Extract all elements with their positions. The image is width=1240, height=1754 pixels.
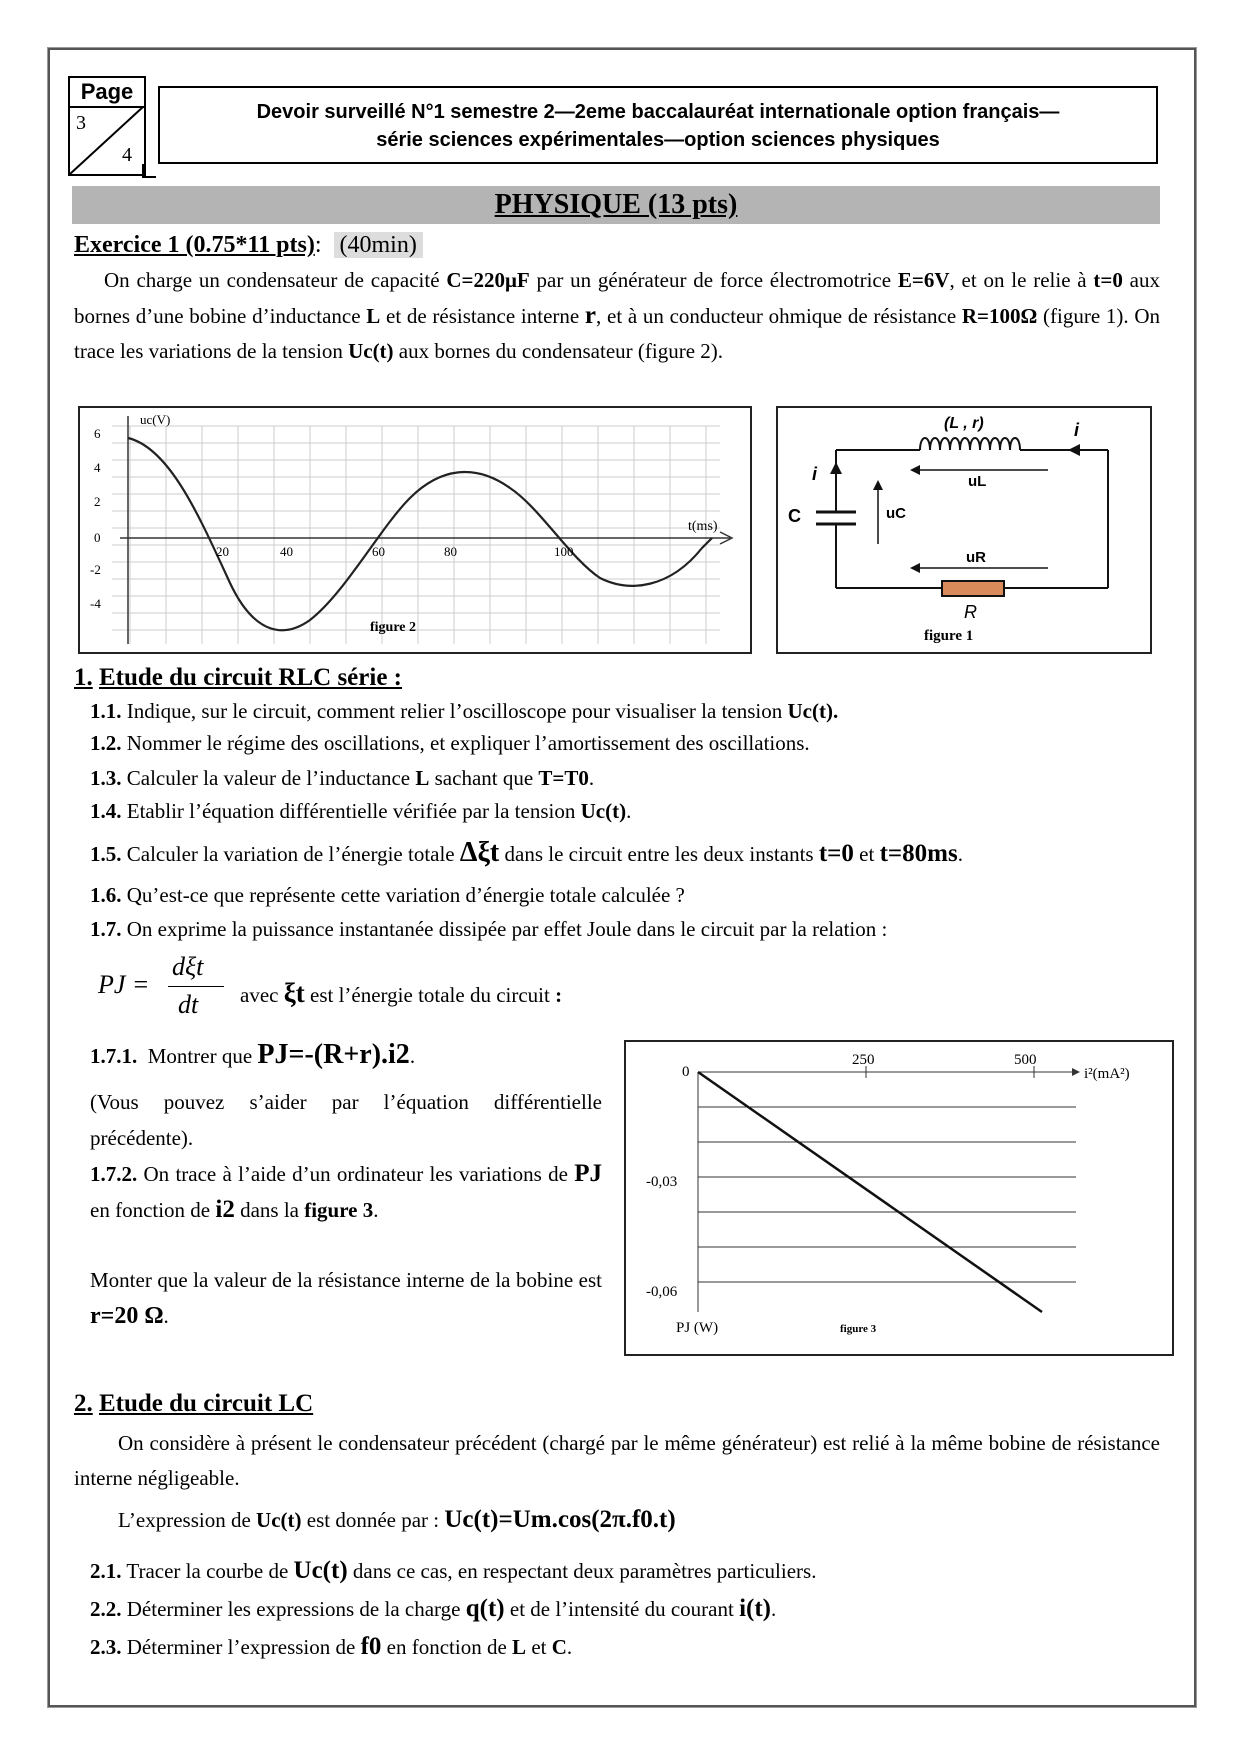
fig1-uR-label: uR: [966, 549, 986, 566]
part2-heading: 2. Etude du circuit LC: [74, 1390, 314, 1417]
fig2-ytick: 6: [94, 426, 101, 441]
fig3-ytick: 0: [682, 1064, 690, 1080]
question-2-2: 2.2. Déterminer les expressions de la charge q(t) et de l’intensité du courant i(t).: [90, 1595, 777, 1622]
figure-1-circuit: [778, 408, 1150, 652]
question-1-7-3: Monter que la valeur de la résistance interne de la bobine est r=20 Ω.: [90, 1268, 602, 1329]
formula-explanation: avec ξt est l’énergie totale du circuit :: [240, 978, 563, 1008]
fig1-R-label: R: [964, 602, 977, 622]
part2-expression: L’expression de Uc(t) est donnée par : Uc(t)=Um.cos(2π.f0.t): [118, 1506, 676, 1533]
exercise-title: Exercice 1 (0.75*11 pts): (40min): [74, 228, 423, 263]
fig2-ylabel: uc(V): [140, 412, 171, 427]
page-label: Page: [70, 78, 144, 108]
fig2-ytick: 4: [94, 460, 101, 475]
fig3-ytick: -0,06: [646, 1284, 678, 1300]
formula-pj: PJ = dξt dt: [98, 952, 258, 1022]
question-1-7-1-note: (Vous pouvez s’aider par l’équation différentielle précédente).: [90, 1090, 602, 1150]
part1-heading: 1. Etude du circuit RLC série :: [74, 664, 402, 691]
fig2-ytick: -4: [90, 596, 101, 611]
question-1-7-1: 1.7.1. Montrer que PJ=-(R+r).i2.: [90, 1039, 416, 1070]
question-1-3: 1.3. Calculer la valeur de l’inductance L sachant que T=T0.: [90, 766, 595, 790]
fig2-xtick: 60: [372, 544, 385, 559]
figure-1: [776, 406, 1152, 654]
fig1-caption: figure 1: [924, 628, 974, 644]
section-title: PHYSIQUE (13 pts): [72, 186, 1160, 224]
question-1-1: 1.1. Indique, sur le circuit, comment relier l’oscilloscope pour visualiser la tension Uc(t).: [90, 699, 839, 723]
fig2-xtick: 40: [280, 544, 293, 559]
fig3-caption: figure 3: [840, 1323, 877, 1335]
figure-2-plot: [80, 408, 750, 652]
part2-intro: On considère à présent le condensateur précédent (chargé par le même générateur) est relié à la même bobine de résistance interne négligeable.: [74, 1431, 1160, 1490]
question-2-3: 2.3. Déterminer l’expression de f0 en fonction de L et C.: [90, 1633, 573, 1660]
header-title: Devoir surveillé N°1 semestre 2—2eme baccalauréat internationale option français— série sciences expérimentales—option sciences physiques: [158, 86, 1158, 164]
fig1-uL-label: uL: [968, 473, 987, 490]
figure-3: [624, 1040, 1174, 1356]
fig1-C-label: C: [788, 506, 801, 526]
fig3-xtick: 250: [852, 1052, 875, 1068]
fig3-xtick: 500: [1014, 1052, 1037, 1068]
fig1-i-label: i: [1074, 420, 1080, 440]
fig1-coil-label: (L , r): [944, 415, 984, 432]
fig2-xtick: 100: [554, 544, 574, 559]
fig2-xtick: 20: [216, 544, 229, 559]
fig2-ytick: 0: [94, 530, 101, 545]
page-total: 4: [122, 144, 132, 166]
figure-3-plot: [626, 1042, 1172, 1354]
figure-2: [78, 406, 752, 654]
page-number-box: [68, 76, 146, 176]
fig1-i-label-left: i: [812, 464, 818, 484]
page-box-tab: [142, 164, 156, 178]
intro-paragraph: On charge un condensateur de capacité C=220μF par un générateur de force électromotrice E=6V, et on le relie à t=0 aux bornes d’une bobine d’inductance L et de résistance interne r, et à un conducteur ohmique de résistance R=100Ω (figure 1). On trace les variations de la tension Uc(t) aux bornes du condensateur (figure 2).: [74, 268, 1160, 363]
fig1-uC-label: uC: [886, 505, 906, 522]
question-1-2: 1.2. Nommer le régime des oscillations, et expliquer l’amortissement des oscillations.: [90, 731, 810, 755]
question-1-6: 1.6. Qu’est-ce que représente cette variation d’énergie totale calculée ?: [90, 883, 685, 907]
question-1-7-2: 1.7.2. On trace à l’aide d’un ordinateur les variations de PJ en fonction de i2 dans la figure 3.: [90, 1160, 602, 1223]
fig2-ytick: 2: [94, 494, 101, 509]
question-1-4: 1.4. Etablir l’équation différentielle vérifiée par la tension Uc(t).: [90, 799, 632, 823]
fig3-ylabel: PJ (W): [676, 1320, 719, 1336]
fig2-ytick: -2: [90, 562, 101, 577]
fig2-xtick: 80: [444, 544, 457, 559]
question-2-1: 2.1. Tracer la courbe de Uc(t) dans ce cas, en respectant deux paramètres particuliers.: [90, 1557, 817, 1584]
fig2-caption: figure 2: [370, 620, 417, 635]
fig3-xlabel: i²(mA²): [1084, 1066, 1130, 1082]
question-1-5: 1.5. Calculer la variation de l’énergie totale Δξt dans le circuit entre les deux instants t=0 et t=80ms.: [90, 837, 963, 868]
question-1-7: 1.7. On exprime la puissance instantanée dissipée par effet Joule dans le circuit par la relation :: [90, 917, 888, 941]
page-current: 3: [76, 112, 86, 134]
fig2-xlabel: t(ms): [688, 519, 718, 534]
fig3-ytick: -0,03: [646, 1174, 678, 1190]
